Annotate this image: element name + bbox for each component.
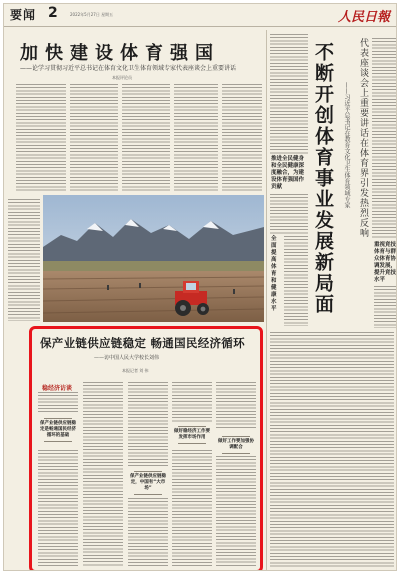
right-feature-body-mid (374, 286, 396, 328)
right-article-text-top (270, 34, 308, 154)
hl-pullquote-2-text: 做好稳经济工作要发挥市场作用 (174, 429, 210, 440)
hl-pullquote-3-text: 保产业链供应链稳定，中国有“大市场” (130, 474, 166, 491)
right-feature-body (270, 332, 394, 568)
hl-col4-text-top (172, 382, 212, 422)
hl-pullquote-3 (128, 469, 168, 497)
right-feature-title: 不断开创体育事业发展新局面 (312, 42, 334, 315)
highlight-subtitle: ——访中国人民大学校长刘伟 (94, 355, 160, 361)
right-article-text-mid (270, 194, 308, 234)
lead-body-col2 (70, 84, 118, 192)
masthead-logo: 人民日報 (337, 10, 390, 25)
lead-body-col1 (16, 84, 66, 192)
hl-pullquote-4 (216, 434, 256, 456)
lead-headline: 加快建设体育强国 (20, 43, 220, 64)
hl-col4-text-bottom (172, 450, 212, 566)
hl-pullquote-2 (172, 424, 212, 446)
hl-col5-text-top (216, 382, 256, 430)
right-article-text-low (284, 236, 308, 326)
right-article-pullquote: 推进全民健身和全民健康深度融合，为建设体育强国作贡献 (271, 156, 305, 190)
photo-tractor-field (43, 195, 264, 322)
hl-pullquote-4-text: 做好工作要加强协调配合 (218, 439, 254, 450)
right-feature-subtitle: ——习近平总书记在教育文化卫生体育领域专家 (343, 82, 350, 208)
issue-date: 2022年5月27日 星期五 (70, 12, 114, 17)
hl-col5-text-bottom (216, 456, 256, 566)
section-name: 要闻 (10, 8, 37, 22)
page-number: 2 (48, 5, 58, 21)
hl-col3-text-bottom (128, 498, 168, 566)
column-divider (266, 30, 267, 570)
highlight-byline: 本报记者 刘 伟 (122, 368, 149, 373)
hl-col2-text (83, 382, 123, 566)
right-feature-kicker: 代表座谈会上重要讲话在体育界引发热烈反响 (358, 38, 368, 238)
news-photo (43, 195, 264, 322)
hl-col1-text-bottom (38, 450, 78, 566)
lead-body-col4 (174, 84, 218, 192)
lead-byline: 本报评论员 (112, 75, 132, 80)
newspaper-page (3, 3, 397, 571)
highlight-headline: 保产业链供应链稳定 畅通国民经济循环 (40, 336, 245, 350)
page-header (4, 4, 397, 27)
left-column-text (8, 199, 40, 321)
right-article-pullquote-2: 全面提高体育和健康水平 (271, 236, 277, 312)
lead-body-col3 (122, 84, 170, 192)
hl-pullquote-1-text: 保产业链供应链稳定是畅通国民经济循环的基础 (40, 421, 76, 438)
hl-pullquote-1 (38, 416, 78, 444)
hl-col1-text-top (38, 392, 78, 412)
right-feature-body-top (372, 38, 396, 238)
lead-body-col5 (222, 84, 262, 192)
hl-col3-text-top (128, 382, 168, 466)
lead-subtitle: ——论学习贯彻习近平总书记在体育文化卫生体育领域专家代表座谈会上重要讲话 (20, 65, 237, 72)
right-feature-pullquote: 重视竞技体育与群众体育协调发展，提升竞技水平 (374, 242, 397, 283)
highlight-section-tag: 稳经济访谈 (42, 385, 73, 392)
